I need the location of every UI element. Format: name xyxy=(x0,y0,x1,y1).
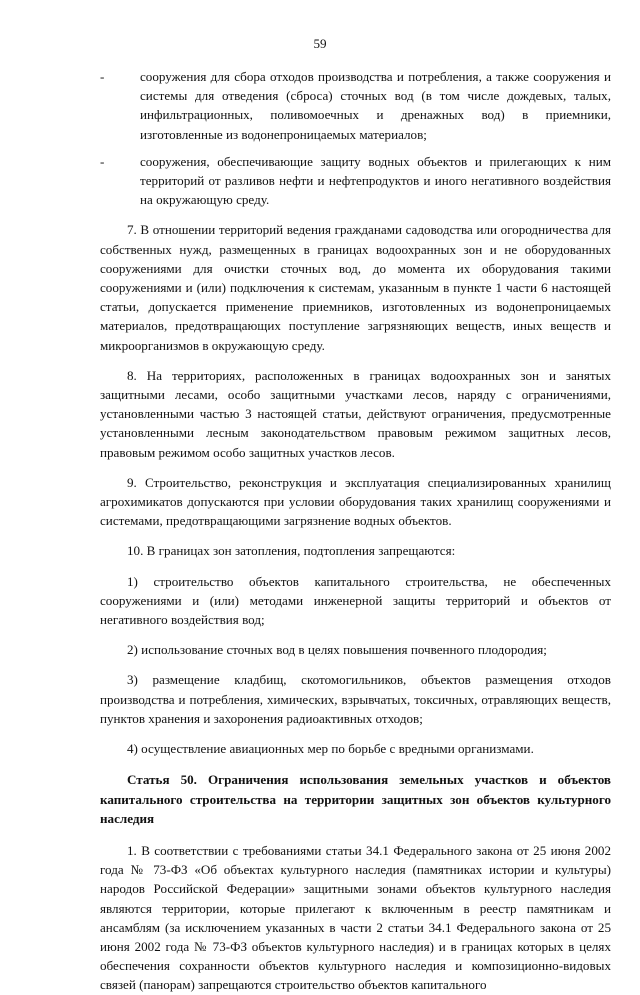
bullet-item xyxy=(100,152,611,210)
paragraph-9: 9. Строительство, реконструкция и эксплуатация специализированных хранилищ агрохимикатов допускаются при условии оборудования таких хранилищ сооружениями и системами, предотвращающими загрязнение водных объектов. xyxy=(100,474,611,529)
bullet-item xyxy=(100,67,611,144)
bullet-text: сооружения, обеспечивающие защиту водных объектов и прилегающих к ним территорий от разливов нефти и нефтепродуктов и иного негативного воздействия на окружающую среду. xyxy=(140,153,611,208)
bullet-marker: - xyxy=(100,153,105,169)
page-number: 59 xyxy=(313,36,327,51)
paragraph-7: 7. В отношении территорий ведения гражданами садоводства или огородничества для собственных нужд, размещенных в границах водоохранных зон и не оборудованных сооружениями для очистки сточных вод, до момента их оборудования такими сооружениями и (или) подключения к системам, указанным в пункте 1 части 6 настоящей статьи, допускается применение приемников, изготовленных из водонепроницаемых материалов, предотвращающих поступление загрязняющих веществ, иных веществ и микроорганизмов в окружающую среду. xyxy=(100,222,611,353)
paragraph-8: 8. На территориях, расположенных в границах водоохранных зон и занятых защитными лесами, особо защитными участками лесов, наряду с ограничениями, установленными частью 3 настоящей статьи, действуют ограничения, предусмотренные установленными лесным законодательством правовым режимом защитных лесов, правовым режимом особо защитных участков лесов. xyxy=(100,367,611,460)
page-content xyxy=(100,67,611,995)
bullet-marker: - xyxy=(100,69,105,84)
article-heading: Статья 50. Ограничения использования земельных участков и объектов капитального строительства на территории защитных зон объектов культурного наследия xyxy=(100,772,611,826)
list-item-4: 4) осуществление авиационных мер по борьбе с вредными организмами. xyxy=(127,741,534,757)
bullet-text: сооружения для сбора отходов производства и потребления, а также сооружения и системы для отведения (сброса) сточных вод (в том числе дождевых, талых, инфильтрационных, поливомоечных и дренажных вод) в приемники, изготовленные из водонепроницаемых материалов; xyxy=(140,69,611,142)
article-paragraph-1: 1. В соответствии с требованиями статьи 34.1 Федерального закона от 25 июня 2002 года № 73-ФЗ «Об объектах культурного наследия (памятниках истории и культуры) народов Российской Федерации» защитными зонами объектов культурного наследия являются территории, которые прилегают к включенным в реестр памятникам и ансамблям (за исключением указанных в части 2 статьи 34.1 Федерального закона от 25 июня 2002 года № 73-ФЗ объектов культурного наследия) и в границах которых в целях обеспечения сохранности объектов культурного наследия и композиционно-видовых связей (панорам) запрещаются строительство объектов капитального xyxy=(100,843,611,993)
list-item-1: 1) строительство объектов капитального строительства, не обеспеченных сооружениями и (или) методами инженерной защиты территорий и объектов от негативного воздействия вод; xyxy=(100,573,611,628)
list-item-3: 3) размещение кладбищ, скотомогильников, объектов размещения отходов производства и потребления, химических, взрывчатых, токсичных, отравляющих веществ, пунктов хранения и захоронения радиоактивных отходов; xyxy=(100,672,611,726)
paragraph-10: 10. В границах зон затопления, подтопления запрещаются: xyxy=(127,543,456,559)
list-item-2: 2) использование сточных вод в целях повышения почвенного плодородия; xyxy=(127,642,547,658)
